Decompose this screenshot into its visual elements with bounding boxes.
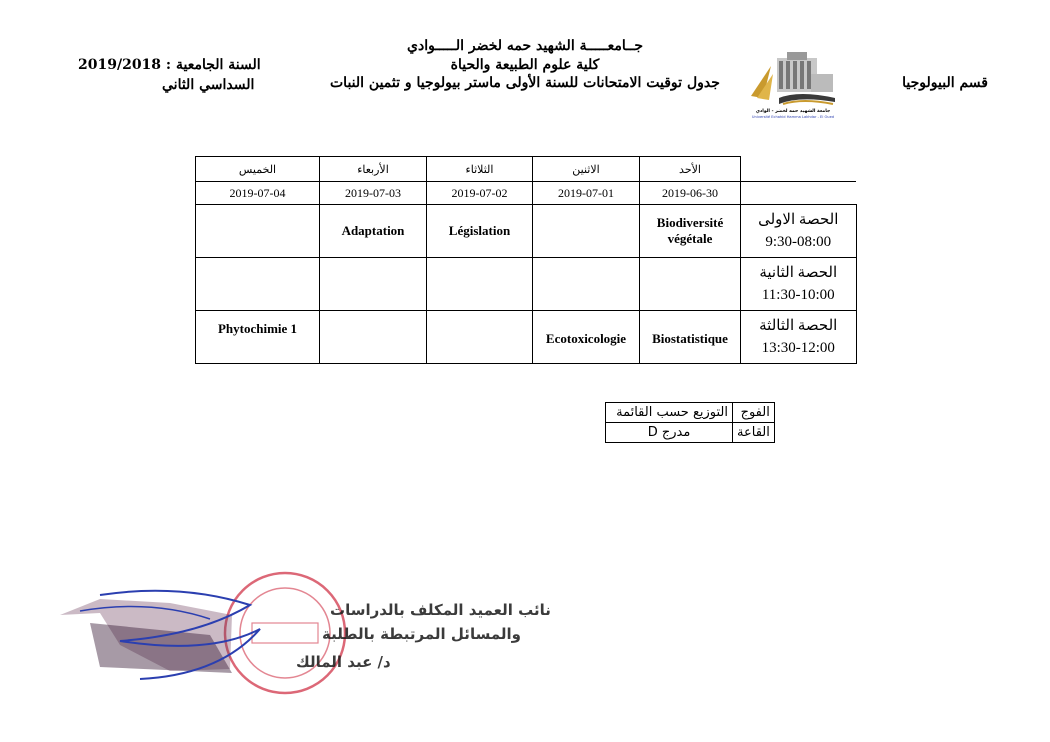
- slot-name: الحصة الثالثة: [759, 318, 838, 334]
- exam-cell: Phytochimie 1: [196, 311, 320, 364]
- exam-cell: [196, 205, 320, 258]
- table-row: [196, 258, 857, 311]
- date-header: 2019-07-02: [427, 182, 533, 205]
- slot-time: 11:30-10:00: [761, 287, 835, 303]
- exam-cell: [320, 311, 427, 364]
- semester: السداسي الثاني: [162, 77, 255, 93]
- exam-cell: [533, 205, 640, 258]
- exam-cell: Ecotoxicologie: [533, 311, 640, 364]
- exam-cell: Législation: [427, 205, 533, 258]
- exam-cell: Adaptation: [320, 205, 427, 258]
- day-header: الثلاثاء: [427, 157, 533, 182]
- group-label: الفوج: [733, 403, 775, 423]
- university-logo: [743, 48, 843, 120]
- exam-cell: [640, 258, 741, 311]
- exam-cell: [320, 258, 427, 311]
- group-info-table: [605, 402, 775, 443]
- day-header: الاثنين: [533, 157, 640, 182]
- table-row: [606, 423, 775, 443]
- day-header: الأربعاء: [320, 157, 427, 182]
- exam-cell: Biostatistique: [640, 311, 741, 364]
- exam-cell: [533, 258, 640, 311]
- signature-title-line1: نائب العميد المكلف بالدراسات: [330, 601, 551, 619]
- exam-schedule-table: [195, 156, 857, 364]
- signature-name: د/ عبد المالك: [296, 653, 391, 671]
- table-row: [196, 205, 857, 258]
- date-header: 2019-07-03: [320, 182, 427, 205]
- slot-name: الحصة الثانية: [759, 265, 838, 281]
- room-label: القاعة: [733, 423, 775, 443]
- exam-cell: [427, 311, 533, 364]
- academic-year-value: 2019/2018: [78, 57, 162, 73]
- exam-cell: [196, 258, 320, 311]
- corner-cell: [741, 157, 857, 182]
- slot-time: 13:30-12:00: [761, 340, 835, 356]
- exam-cell: [427, 258, 533, 311]
- slot-time: 9:30-08:00: [765, 234, 832, 250]
- day-header: الأحد: [640, 157, 741, 182]
- official-stamp-signature: [60, 575, 551, 703]
- exam-cell: Biodiversité végétale: [640, 205, 741, 258]
- table-row: [606, 403, 775, 423]
- table-row: [196, 311, 857, 364]
- department-name: قسم البيولوجيا: [902, 75, 988, 91]
- page-title: جدول توقيت الامتحانات للسنة الأولى ماستر بيولوجيا و تثمين النبات: [330, 75, 720, 91]
- time-slot-cell: [741, 311, 857, 364]
- group-value: التوزيع حسب القائمة: [606, 403, 733, 423]
- slot-name: الحصة الاولى: [758, 212, 839, 228]
- date-header: 2019-07-04: [196, 182, 320, 205]
- faculty-name: كلية علوم الطبيعة والحياة: [450, 57, 600, 73]
- time-slot-cell: [741, 205, 857, 258]
- logo-text-fr: Université Echahid Hamma Lakhdar - El Oued: [751, 115, 835, 119]
- logo-text-ar: جامعة الشهيد حمه لخضر - الوادي: [755, 109, 831, 114]
- academic-year: [78, 57, 261, 73]
- date-header: 2019-07-01: [533, 182, 640, 205]
- date-header: 2019-06-30: [640, 182, 741, 205]
- corner-cell: [741, 182, 857, 205]
- room-value: مدرج D: [606, 423, 733, 443]
- university-name: جــامعـــــة الشهيد حمه لخضر الـــــوادي: [407, 38, 643, 54]
- signature-title-line2: والمسائل المرتبطة بالطلبة: [322, 625, 521, 643]
- day-header: الخميس: [196, 157, 320, 182]
- time-slot-cell: [741, 258, 857, 311]
- academic-year-label: السنة الجامعية :: [165, 57, 261, 73]
